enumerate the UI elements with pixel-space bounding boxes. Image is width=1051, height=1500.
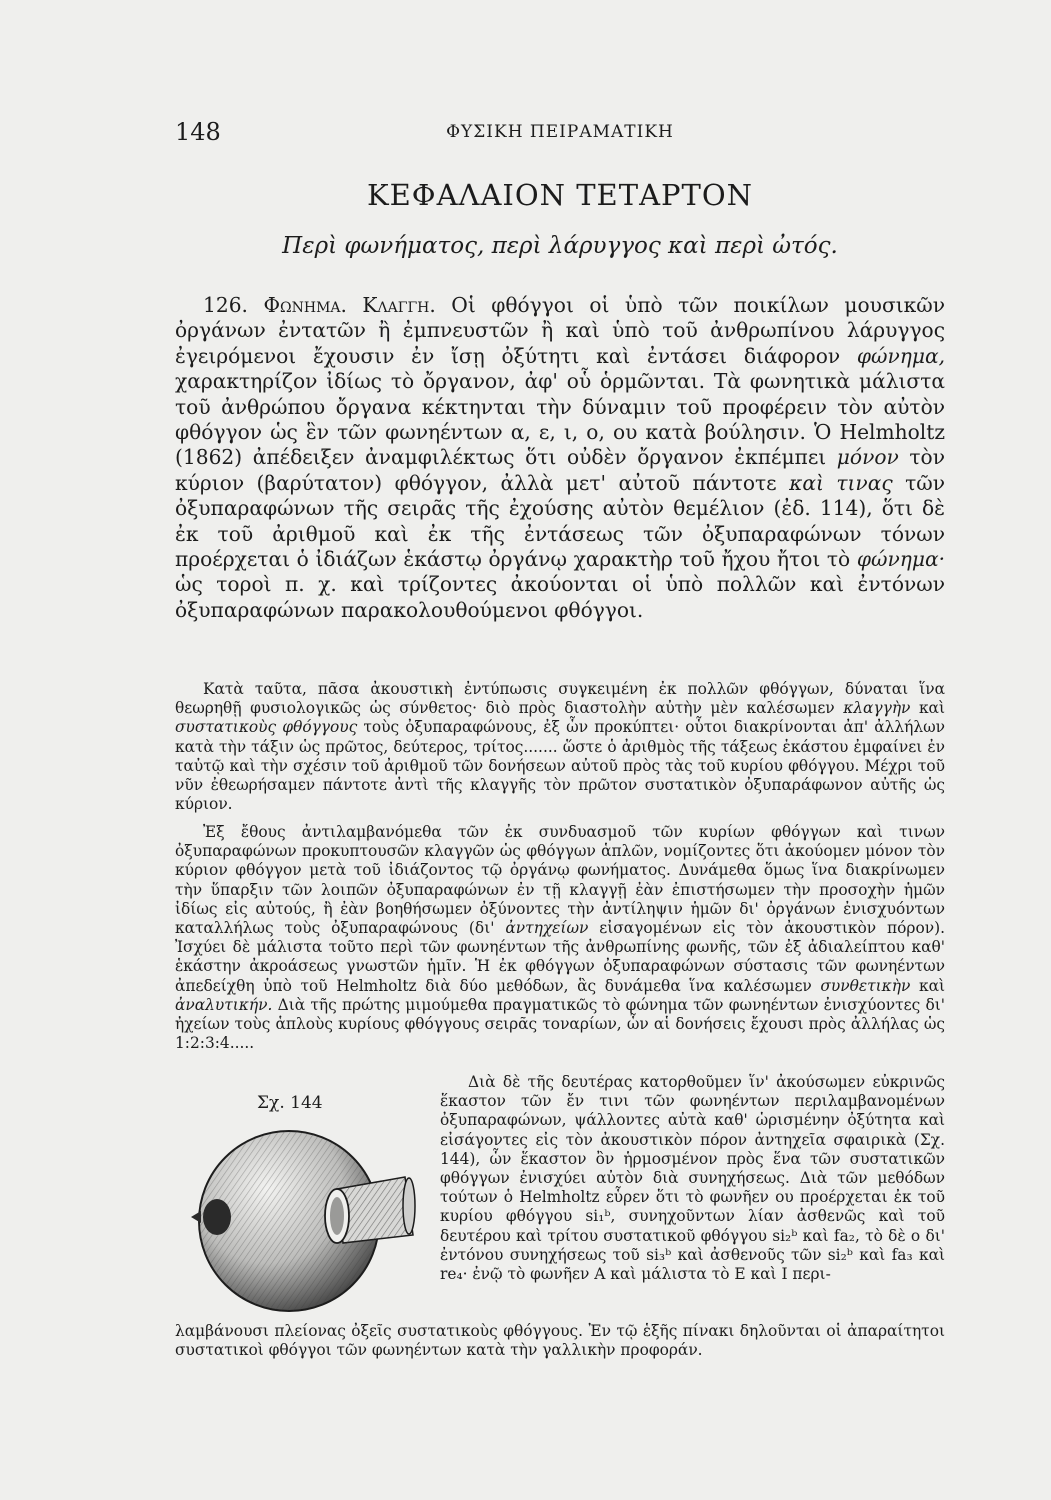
emphasis: ἀντηχείων <box>505 919 589 938</box>
paragraph-text: Κατὰ ταῦτα, πᾶσα ἀκουστικὴ ἐντύπωσις συγκειμένη ἐκ πολλῶν φθόγγων, δύναται ἵνα θεωρηθῇ φυσιολογικῶς ὡς σύνθετος· διὸ πρὸς διαστολὴν αὐτὴν μὲν καλέσωμεν <box>175 680 945 718</box>
running-head: ΦΥΣΙΚΗ ΠΕΙΡΑΜΑΤΙΚΗ <box>446 122 674 142</box>
emphasis: κλαγγὴν <box>843 699 911 718</box>
resonator-sphere-icon <box>177 1119 427 1319</box>
paragraph-text: Ἐξ ἔθους ἀντιλαμβανόμεθα τῶν ἐκ συνδυασμοῦ τῶν κυρίων φθόγγων καὶ τινων ὀξυπαραφώνων προκυπτουσῶν κλαγγῶν ὡς φθόγγων ἁπλῶν, νομίζοντες ὅτι ἀκούομεν μόνον τὸν κύριον φθόγγον μετὰ τοῦ ἰδιάζοντος τῷ ὀργάνῳ φωνήματος. Δυνάμεθα ὅμως ἵνα διακρίνωμεν τὴν ὕπαρξιν τῶν λοιπῶν ὀξυπαραφώνων ἐν τῇ κλαγγῇ ἐὰν ἐπιστήσωμεν τὴν προσοχὴν ἡμῶν ἰδίως εἰς αὐτούς, ἢ ἐὰν βοηθήσωμεν ὀξύνοντες τὴν ἀντίληψιν ἡμῶν δι' ὀργάνων ἐνισχυόντων καταλλήλως τοὺς ὀξυπαραφώνους (δι' <box>175 823 945 938</box>
figure-144 <box>175 1093 433 1323</box>
page-header <box>175 118 945 148</box>
paragraph-text: Διὰ τῆς πρώτης μιμούμεθα πραγματικῶς τὸ φώνημα τῶν φωνηέντων ἐνισχύοντες δι' ἠχείων τοὺς ἁπλοὺς κυρίους φθόγγους σειρᾶς τοναρίων, ὧν αἱ δονήσεις ἔχουσι πρὸς ἀλλήλας ὡς 1:2:3:4..... <box>175 995 945 1053</box>
section-126 <box>175 293 945 623</box>
paragraph-text: καὶ <box>918 699 945 718</box>
paragraph: Διὰ δὲ τῆς δευτέρας κατορθοῦμεν ἵν' ἀκούσωμεν εὐκρινῶς ἕκαστον τῶν ἔν τινι τῶν φωνηέντων περιλαμβανομένων ὀξυπαραφώνων, ψάλλοντες αὐτὰ καθ' ὡρισμένην ὀξύτητα καὶ εἰσάγοντες εἰς τὸν ἀκουστικὸν πόρον ἀντηχεῖα σφαιρικὰ (Σχ. 144), ὧν ἕκαστον ὂν ἡρμοσμένον πρὸς ἕνα τῶν συστατικῶν φθόγγων ἐνισχύει αὐτὸν διὰ συνηχήσεως. Διὰ τῶν μεθόδων τούτων ὁ Helmholtz εὗρεν ὅτι τὸ φωνῆεν ου προέρχεται ἐκ τοῦ κυρίου φθόγγου si₁ᵇ, συνηχοῦντων λίαν ἀσθενῶς καὶ τοῦ δευτέρου καὶ τρίτου συστατικοῦ φθόγγου si₂ᵇ καὶ fa₂, τὸ δὲ ο δι' ἐντόνου συνηχήσεως τοῦ si₃ᵇ καὶ ἀσθενοῦς τῶν si₂ᵇ καὶ fa₃ καὶ re₄· ἐνῷ τὸ φωνῆεν Α καὶ μάλιστα τὸ Ε καὶ Ι περι- <box>440 1073 945 1284</box>
paragraph-text: Οἱ φθόγγοι οἱ ὑπὸ τῶν ποικίλων μουσικῶν ὀργάνων ἐντατῶν ἢ ἐμπνευστῶν ἢ καὶ ὑπὸ τοῦ ἀνθρωπίνου λάρυγγος ἐγειρόμενοι ἔχουσιν ἐν ἴσῃ ὀξύτητι καὶ ἐντάσει διάφορον <box>175 293 945 368</box>
paragraph <box>175 823 945 1053</box>
emphasis: μόνον <box>836 445 899 470</box>
chapter-title: ΚΕΦΑΛΑΙΟΝ ΤΕΤΑΡΤΟΝ <box>366 178 754 212</box>
paragraph-text: εἰσαγομένων εἰς τὸν ἀκουστικὸν πόρον). Ἰσχύει δὲ μάλιστα τοῦτο περὶ τῶν φωνηέντων τῆς ἀνθρωπίνης φωνῆς, τῶν ἐξ ἀδιαλείπτου καθ' ἑκάστην ἀκροάσεως γνωστῶν ἡμῖν. Ἡ ἐκ φθόγγων ὀξυπαραφώνων σύστασις τῶν φωνηέντων ἀπεδείχθη ὑπὸ τοῦ Helmholtz διὰ δύο μεθόδων, ἃς δυνάμεθα ἵνα καλέσωμεν <box>175 919 945 995</box>
emphasis: συστατικοὺς φθόγγους <box>175 718 358 737</box>
figure-side-text <box>440 1073 945 1284</box>
emphasis: ἀναλυτικήν. <box>175 995 273 1014</box>
page-number: 148 <box>175 118 221 146</box>
emphasis: φώνημα, <box>856 343 946 368</box>
paragraph-text: τὸν κύριον (βαρύτατον) φθόγγον, ἀλλὰ μετ' αὐτοῦ πάντοτε <box>175 445 945 495</box>
figure-caption: Σχ. 144 <box>257 1093 323 1113</box>
emphasis: φώνημα· <box>856 547 945 572</box>
closing-text: λαμβάνουσι πλείονας ὀξεῖς συστατικοὺς φθόγγους. Ἐν τῷ ἑξῆς πίνακι δηλοῦνται οἱ ἀπαραίτητοι συστατικοὶ φθόγγοι τῶν φωνηέντων κατὰ τὴν γαλλικὴν προφοράν. <box>175 1322 945 1360</box>
section-number: 126. <box>203 293 248 317</box>
section-heading: Φωνημα. Κλαγγη. <box>263 293 436 317</box>
paragraph-text: τοὺς ὀξυπαραφώνους, ἐξ ὧν προκύπτει· οὗτοι διακρίνονται ἀπ' ἀλλήλων κατὰ τὴν τάξιν ὡς πρῶτος, δεύτερος, τρίτος....... ὥστε ὁ ἀριθμὸς τῆς τάξεως ἑκάστου ἐμφαίνει ἐν ταὐτῷ καὶ τὴν σχέσιν τοῦ ἀριθμοῦ τῶν δονήσεων αὐτοῦ πρὸς τὰς τοῦ κυρίου φθόγγου. Μέχρι τοῦ νῦν ἐθεωρήσαμεν πάντοτε ἀντὶ τῆς κλαγγῆς τὸν πρῶτον συστατικὸν ὀξυπαράφωνον αὐτῆς ὡς κύριον. <box>175 718 945 814</box>
paragraph-text: τῶν ὀξυπαραφώνων τῆς σειρᾶς τῆς ἐχούσης αὐτὸν θεμέλιον (ἐδ. 114), ὅτι δὲ ἐκ τοῦ ἀριθμοῦ καὶ ἐκ τῆς ἐντάσεως τῶν ὀξυπαραφώνων τόνων προέρχεται ὁ ἰδιάζων ἑκάστῳ ὀργάνῳ χαρακτὴρ τοῦ ἤχου ἤτοι τὸ <box>175 470 946 572</box>
emphasis: συνθετικὴν <box>820 976 911 995</box>
paragraph-text: ὡς τοροὶ π. χ. καὶ τρίζοντες ἀκούονται οἱ ὑπὸ πολλῶν καὶ ἐντόνων ὀξυπαραφώνων παρακολουθούμενοι φθόγγοι. <box>175 572 945 622</box>
small-print-block-1 <box>175 680 945 814</box>
paragraph-text: χαρακτηρίζον ἰδίως τὸ ὄργανον, ἀφ' οὗ ὁρμῶνται. Τὰ φωνητικὰ μάλιστα τοῦ ἀνθρώπου ὄργανα κέκτηνται τὴν δύναμιν τοῦ προφέρειν τὸν αὐτὸν φθόγγον ὡς ἓν τῶν φωνηέντων α, ε, ι, ο, ου κατὰ βούλησιν. Ὁ Helmholtz (1862) ἀπέδειξεν ἀναμφιλέκτως ὅτι οὐδὲν ὄργανον ἐκπέμπει <box>175 369 945 470</box>
paragraph-text: καὶ <box>918 976 945 995</box>
paragraph <box>175 680 945 814</box>
chapter-subtitle: Περὶ φωνήματος, περὶ λάρυγγος καὶ περὶ ὠτός. <box>282 233 838 259</box>
small-print-block-2 <box>175 823 945 1053</box>
emphasis: καὶ τινας <box>789 470 893 495</box>
